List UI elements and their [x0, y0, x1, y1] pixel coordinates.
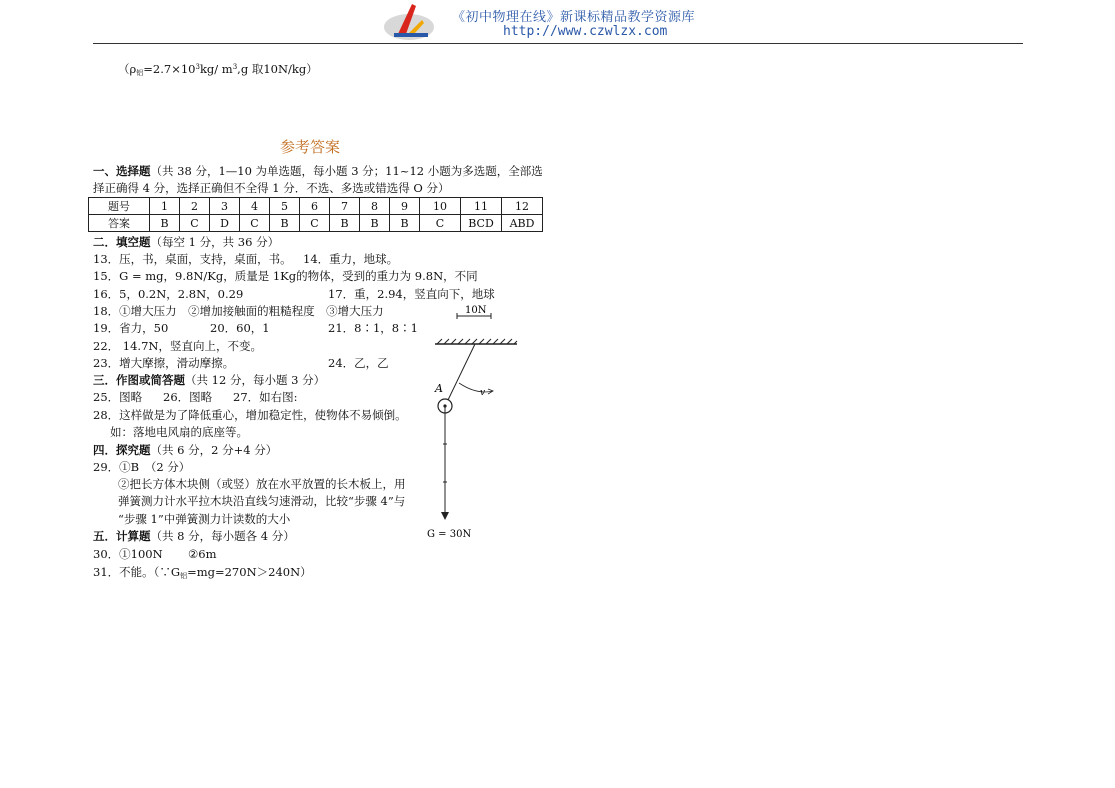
site-logo	[378, 0, 436, 42]
answer-28-example: 如：落地电风扇的底座等。	[110, 425, 248, 439]
answer-15: 15．G = mg，9.8N/Kg，质量是 1Kg的物体，受到的重力为 9.8N，不同	[93, 269, 478, 283]
answer-20: 20．60，1	[210, 321, 270, 335]
answer-26: 26．图略	[163, 390, 213, 404]
answer-23: 23．增大摩擦，滑动摩擦。	[93, 356, 235, 370]
pendulum-force-diagram	[425, 305, 525, 540]
answer-18: 18．①增大压力 ②增加接触面的粗糙程度 ③增大压力	[93, 304, 384, 318]
gravity-arrowhead	[441, 512, 449, 520]
answer-29-line4: “步骤 1”中弹簧测力计读数的大小	[118, 512, 291, 526]
answer-27: 27．如右图:	[233, 390, 298, 404]
answer-21: 21．8∶1，8∶1	[328, 321, 418, 335]
header-url[interactable]: http://www.czwlzx.com	[503, 24, 668, 39]
point-label: A	[435, 382, 443, 395]
answer-30b: ②6m	[188, 547, 217, 561]
swing-arc	[459, 383, 493, 392]
answer-14: 14．重力，地球。	[303, 252, 399, 266]
pendulum-string	[448, 344, 475, 400]
answer-13: 13．压，书，桌面，支持，桌面，书。	[93, 252, 292, 266]
section1-line1: 一、选择题（共 38 分，1—10 为单选题，每小题 3 分；11~12 小题为多选题，全部选	[93, 164, 543, 178]
section2-heading: 二．填空题（每空 1 分，共 36 分）	[93, 235, 280, 249]
answer-31: 31．不能。$(\because G_铝=mg=270N>240N)$	[93, 565, 312, 580]
header-title: 《初中物理在线》新课标精品教学资源库	[452, 10, 696, 25]
gravity-label: G = 30N	[427, 529, 472, 540]
scale-label: 10N	[465, 305, 487, 316]
answer-24: 24．乙，乙	[328, 356, 389, 370]
answer-table	[88, 197, 543, 232]
density-note: （$\rho_铝=2.7\times 10^3kg/$ $m^3,g$ 取10N/kg）	[118, 62, 318, 77]
table-row: 答案 B C D C B C B B B C BCD ABD	[89, 215, 543, 232]
answer-19: 19．省力，50	[93, 321, 169, 335]
section1-line2: 择正确得 4 分，选择正确但不全得 1 分．不选、多选或错选得 O 分）	[93, 181, 450, 195]
answer-22: 22． 14.7N，竖直向上，不变。	[93, 339, 262, 353]
section5-heading: 五．计算题（共 8 分，每小题各 4 分）	[93, 529, 295, 543]
answer-17: 17．重，2.94，竖直向下，地球	[328, 287, 495, 301]
table-row: 题号 1 2 3 4 5 6 7 8 9 10 11 12	[89, 198, 543, 215]
answer-29: 29．①B （2 分）	[93, 460, 191, 474]
answer-29-line3: 弹簧测力计水平拉木块沿直线匀速滑动，比较“步骤 4”与	[118, 494, 406, 508]
answer-29-line2: ②把长方体木块侧（或竖）放在水平放置的长木板上，用	[118, 477, 406, 491]
answer-25: 25．图略	[93, 390, 143, 404]
answer-16: 16．5，0.2N，2.8N，0.29	[93, 287, 244, 301]
answer-28: 28．这样做是为了降低重心，增加稳定性，使物体不易倾倒。	[93, 408, 407, 422]
section3-heading: 三．作图或简答题（共 12 分，每小题 3 分）	[93, 373, 326, 387]
section4-heading: 四．探究题（共 6 分，2 分+4 分）	[93, 443, 278, 457]
answers-title: 参考答案	[280, 138, 341, 156]
answer-30a: 30．①100N	[93, 547, 163, 561]
header-rule	[93, 43, 1023, 44]
velocity-label: v	[480, 388, 486, 398]
